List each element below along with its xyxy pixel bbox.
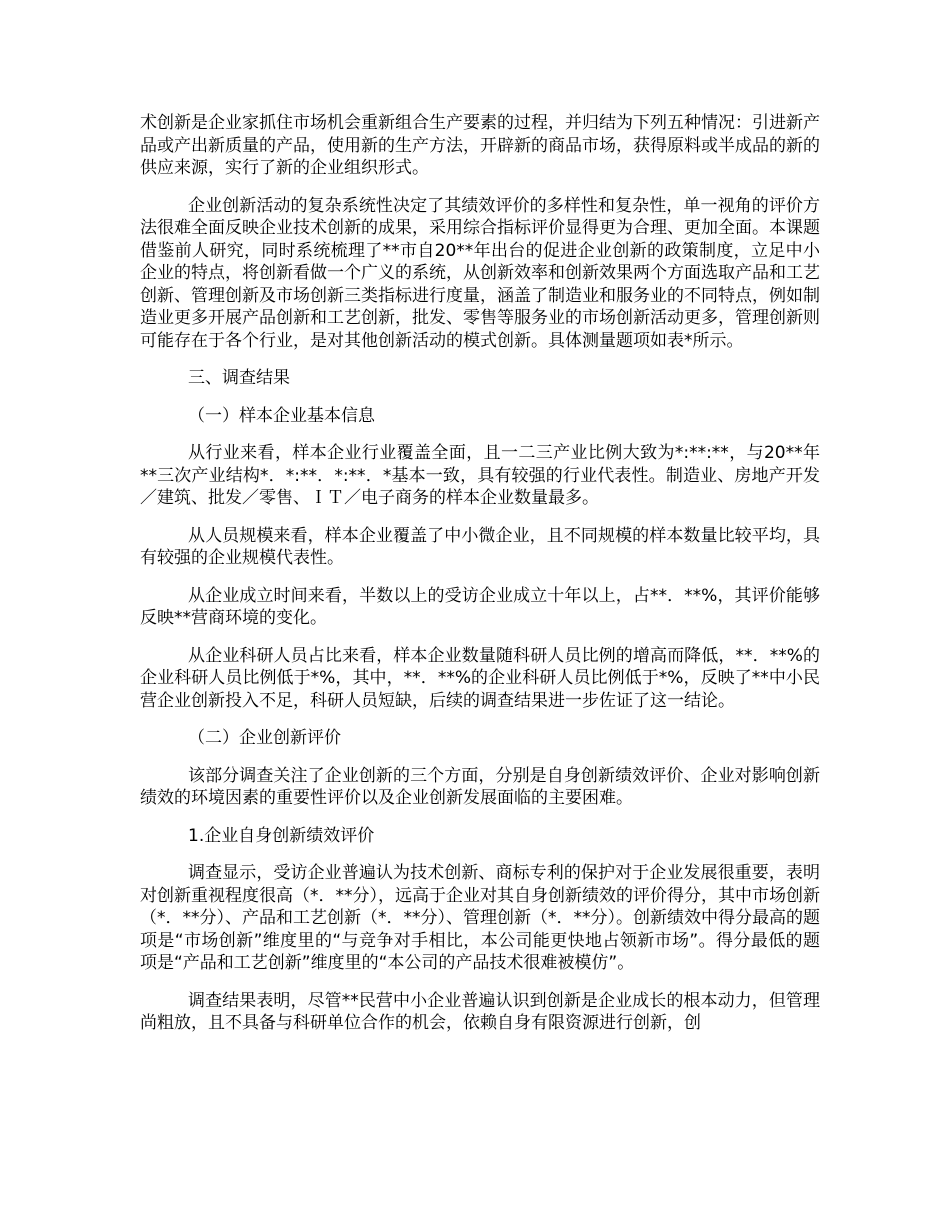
paragraph-industry: 从行业来看，样本企业行业覆盖全面，且一二三产业比例大致为*:**:**，与20**年**三次产业结构*．*:**．*:**．*基本一致，具有较强的行业代表性。制造业、房地产开发／建筑、批发／零售、ＩＴ／电子商务的样本企业数量最多。: [140, 443, 820, 508]
section-heading-results: 三、调查结果: [188, 368, 290, 388]
paragraph-staff-size: 从人员规模来看，样本企业覆盖了中小微企业，且不同规模的样本数量比较平均，具有较强的企业规模代表性。: [140, 525, 820, 568]
paragraph-survey-conclusion: 调查结果表明，尽管**民营中小企业普遍认识到创新是企业成长的根本动力，但管理尚粗放，且不具备与科研单位合作的机会，依赖自身有限资源进行创新，创: [140, 990, 820, 1033]
subsection-heading-sample-info: （一）样本企业基本信息: [188, 405, 375, 426]
paragraph-survey-findings: 调查显示，受访企业普遍认为技术创新、商标专利的保护对于企业发展很重要，表明对创新重视程度很高（*．**分），远高于企业对其自身创新绩效的评价得分，其中市场创新（*．**分）、产品和工艺创新（*．**分）、管理创新（*．**分）。创新绩效中得分最高的题项是“市场创新”维度里的“与竞争对手相比，本公司能更快地占领新市场”。得分最低的题项是“产品和工艺创新”维度里的“本公司的产品技术很难被模仿”。: [140, 863, 820, 973]
subsection-heading-self-evaluation: 1.企业自身创新绩效评价: [188, 825, 375, 846]
subsection-heading-innovation-evaluation: （二）企业创新评价: [188, 728, 341, 748]
paragraph-evaluation-method: 企业创新活动的复杂系统性决定了其绩效评价的多样性和复杂性，单一视角的评价方法很难全面反映企业技术创新的成果，采用综合指标评价显得更为合理、更加全面。本课题借鉴前人研究，同时系统梳理了**市自20**年出台的促进企业创新的政策制度，立足中小企业的特点，将创新看做一个广义的系统，从创新效率和创新效果两个方面选取产品和工艺创新、管理创新及市场创新三类指标进行度量，涵盖了制造业和服务业的不同特点，例如制造业更多开展产品创新和工艺创新，批发、零售等服务业的市场创新活动更多，管理创新则可能存在于各个行业，是对其他创新活动的模式创新。具体测量题项如表*所示。: [140, 195, 820, 351]
paragraph-research-staff: 从企业科研人员占比来看，样本企业数量随科研人员比例的增高而降低，**．**%的企业科研人员比例低于*%，其中，**．**%的企业科研人员比例低于*%，反映了**中小民营企业创新投入不足，科研人员短缺，后续的调查结果进一步佐证了这一结论。: [140, 645, 820, 711]
paragraph-intro-continuation: 术创新是企业家抓住市场机会重新组合生产要素的过程，并归结为下列五种情况：引进新产品或产出新质量的产品，使用新的生产方法，开辟新的商品市场，获得原料或半成品的新的供应来源，实行了新的企业组织形式。: [140, 113, 820, 178]
paragraph-survey-aspects: 该部分调查关注了企业创新的三个方面，分别是自身创新绩效评价、企业对影响创新绩效的环境因素的重要性评价以及企业创新发展面临的主要困难。: [140, 765, 820, 808]
paragraph-founding-time: 从企业成立时间来看，半数以上的受访企业成立十年以上，占**．**%，其评价能够反映**营商环境的变化。: [140, 585, 820, 628]
document-body: [140, 112, 820, 1050]
